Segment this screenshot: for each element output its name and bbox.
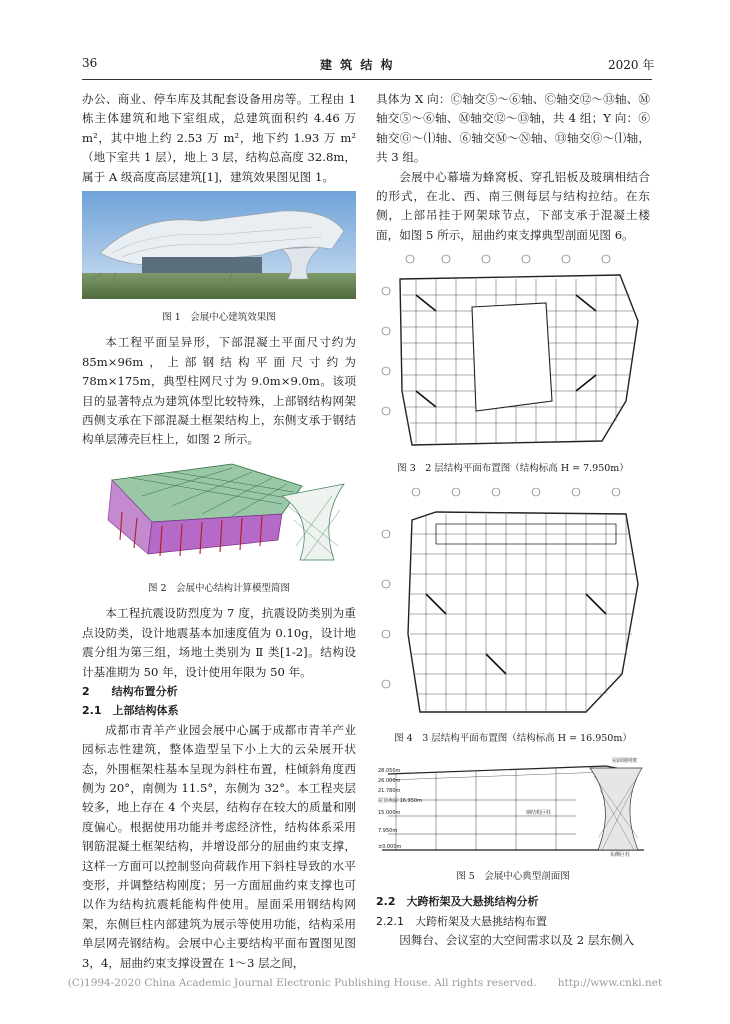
- elevation-label: 28.050m: [378, 768, 401, 775]
- elevation-label: 7.950m: [378, 828, 398, 835]
- figure-4-caption: 图 4 3 层结构平面布置图（结构标高 H = 16.950m）: [394, 733, 632, 745]
- page-number: 36: [82, 56, 98, 70]
- figure-1-caption: 图 1 会展中心建筑效果图: [162, 312, 276, 324]
- paragraph: 本工程抗震设防烈度为 7 度，抗震设防类别为重点设防类，设计地震基本加速度值为 0.10g，设计地震分组为第三组，场地土类别为 Ⅱ 类[1-2]。结构设计基准期为 50 年，设计使用年限为 50 年。: [82, 606, 356, 679]
- figure-1-rendering: [82, 191, 356, 305]
- figure-2-model: [82, 456, 356, 576]
- building-rendering-image: [82, 191, 356, 299]
- annotation-label: 钢结构巨柱: [526, 810, 552, 817]
- section-heading: 2 结构布置分析: [82, 684, 178, 698]
- left-column: [82, 90, 356, 973]
- elevation-label: 屋顶夹层 16.950m: [378, 798, 422, 805]
- typical-section-drawing: [376, 754, 650, 858]
- annotation-label: 屋面钢网架: [612, 758, 638, 765]
- paragraph: 会展中心幕墙为蜂窝板、穿孔铝板及玻璃相结合的形式，在北、西、南三侧每层与结构拉结。在东侧，上部吊挂于网架球节点，下部支承于混凝土楼面，如图 5 所示，屈曲约束支撑典型剖面见图 6。: [376, 169, 650, 242]
- elevation-label: 15.000m: [378, 810, 401, 817]
- figure-5-caption: 图 5 会展中心典型剖面图: [456, 871, 570, 883]
- elevation-label: 26.000m: [378, 778, 401, 785]
- right-column: [376, 90, 650, 951]
- floor-plan-level-2: [376, 251, 650, 449]
- header-rule: [82, 79, 652, 80]
- paragraph: 本工程平面呈异形，下部混凝土平面尺寸约为 85m×96m，上部钢结构平面尺寸约为 78m×175m，典型柱网尺寸为 9.0m×9.0m。该项目的显著特点为建筑体型比较特殊，上部钢结构网架西侧支承在下部混凝土框架结构上，东侧支承于钢结构单层薄壳巨柱上，如图 2 所示。: [82, 335, 356, 447]
- figure-5-section: [376, 754, 650, 864]
- annotation-label: 东侧巨柱: [610, 852, 631, 859]
- elevation-label: 21.780m: [378, 788, 401, 795]
- journal-title: 建 筑 结 构: [320, 58, 395, 72]
- paragraph: 成都市青羊产业园会展中心属于成都市青羊产业园标志性建筑，整体造型呈下小上大的云朵展开状态，外围框架柱基本呈现为斜柱布置，柱倾斜角度西侧为 20°，南侧为 11.5°，东侧为 32°。本工程夹层较多，地上存在 4 个夹层，结构存在较大的质量和刚度偏心。根据使用功能并考虑经济性，结构体系采用钢筋混凝土框架结构，并增设部分的屈曲约束支撑，这样一方面可以控制竖向荷载作用下斜柱导致的水平变形，并调整结构刚度；另一方面屈曲约束支撑也可以作为结构抗震耗能构件使用。屋面采用钢结构网架，东侧巨柱内部建筑为展示等使用功能，结构采用单层网壳钢结构。会展中心主要结构平面布置图见图 3，4，屈曲约束支撑设置在 1～3 层之间，: [82, 722, 356, 970]
- paragraph: 因舞台、会议室的大空间需求以及 2 层东侧入: [399, 933, 635, 948]
- elevation-label: ±0.000m: [378, 844, 402, 851]
- year-label: 2020 年: [608, 58, 655, 72]
- subsection-heading: 2.2 大跨桁架及大悬挑结构分析: [376, 895, 539, 909]
- subsubsection-heading: 2.2.1 大跨桁架及大悬挑结构布置: [376, 914, 547, 928]
- figure-4-plan: [376, 484, 650, 726]
- figure-3-caption: 图 3 2 层结构平面布置图（结构标高 H = 7.950m）: [397, 462, 629, 474]
- figure-3-plan: [376, 251, 650, 455]
- paragraph: 具体为 X 向：Ⓒ轴交⑤～⑥轴、Ⓒ轴交⑫～⑬轴、Ⓜ轴交⑤～⑥轴、Ⓜ轴交⑫～⑬轴，共 4 组；Y 向：⑥轴交Ⓖ～⒧轴、⑥轴交Ⓜ～Ⓝ轴、⑬轴交Ⓖ～⒧轴，共 3 组。: [376, 92, 650, 165]
- paragraph: 办公、商业、停车库及其配套设备用房等。工程由 1 栋主体建筑和地下室组成，总建筑面积约 4.46 万 m²，其中地上约 2.53 万 m²，地下约 1.93 万 m²（地下室共 1 层），地上 3 层，结构总高度 32.8m，属于 A 级高度高层建筑[1]，建筑效果图见图 1。: [82, 92, 356, 184]
- figure-2-caption: 图 2 会展中心结构计算模型简图: [147, 583, 291, 595]
- floor-plan-level-3: [376, 484, 650, 720]
- structural-model-image: [82, 456, 356, 570]
- copyright-footer: (C)1994-2020 China Academic Journal Electronic Publishing House. All rights reserved. http://www.cnki.net: [67, 977, 663, 989]
- subsection-heading: 2.1 上部结构体系: [82, 704, 179, 718]
